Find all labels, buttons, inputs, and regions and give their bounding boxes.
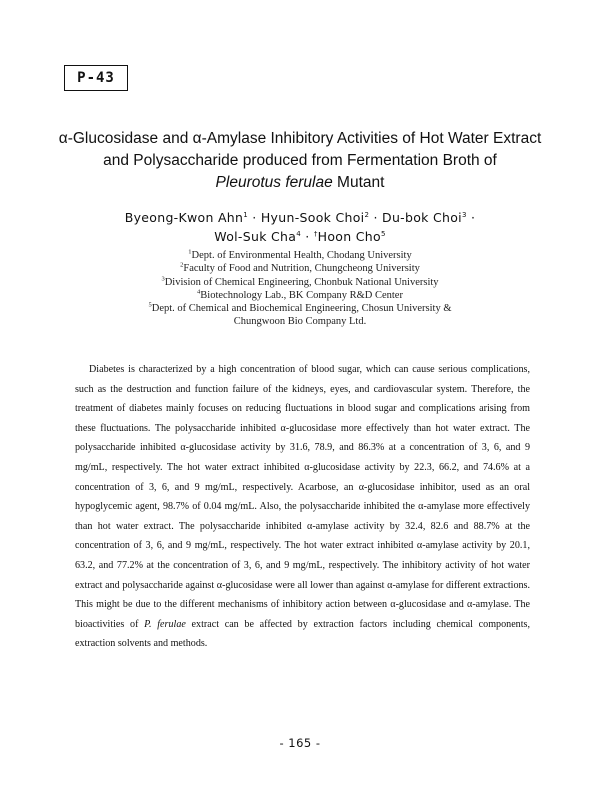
author-line-1 xyxy=(20,208,580,227)
affil-number: 5 xyxy=(148,301,152,309)
corresponding-author-mark: † xyxy=(313,229,318,238)
affil-text: Biotechnology Lab., BK Company R&D Center xyxy=(200,289,403,301)
affil-number: 3 xyxy=(161,275,165,283)
affil-text: Division of Chemical Engineering, Chonbuk National University xyxy=(164,276,439,288)
author-name: Byeong-Kwon Ahn xyxy=(124,210,244,225)
author-name: Hyun-Sook Choi xyxy=(260,210,365,225)
author-name: Du-bok Choi xyxy=(382,210,462,225)
title-line-2: and Polysaccharide produced from Fermentation Broth of xyxy=(103,152,497,169)
author-name: Hoon Cho xyxy=(317,229,381,244)
affil-text: Faculty of Food and Nutrition, Chungcheong University xyxy=(183,263,420,275)
affiliation xyxy=(20,249,580,262)
author-separator: · xyxy=(301,229,314,244)
author-name: Wol-Suk Cha xyxy=(214,229,297,244)
affiliation xyxy=(20,262,580,275)
author-affil-marker: 3 xyxy=(461,210,467,219)
title-line-3-rest: Mutant xyxy=(332,174,385,191)
author-affil-marker: 2 xyxy=(364,210,370,219)
poster-label: P-43 xyxy=(64,65,128,91)
abstract-paragraph xyxy=(75,360,530,654)
author-separator: · xyxy=(369,210,383,225)
affil-number: 1 xyxy=(188,248,192,256)
author-separator: · xyxy=(248,210,261,225)
affiliation xyxy=(20,315,580,328)
author-affil-marker: 4 xyxy=(296,229,301,238)
affil-number: 2 xyxy=(180,261,184,269)
affil-text: Dept. of Chemical and Biochemical Engineering, Chosun University & xyxy=(151,303,452,315)
paper-title xyxy=(20,128,580,194)
author-list xyxy=(20,208,580,246)
affiliation xyxy=(20,276,580,289)
author-affil-marker: 1 xyxy=(243,210,249,219)
species-name: Pleurotus ferulae xyxy=(215,174,333,191)
author-separator: · xyxy=(466,210,476,225)
abstract-text: Diabetes is characterized by a high concentration of blood sugar, which can cause serious complications, such as the destruction and function failure of the kidneys, eyes, and cardiovascular system. Therefore, the treatment of diabetes mainly focuses on reducing fluctuations in blood sugar and complications arising from these fluctuations. The polysaccharide inhibited α-glucosidase more effectively than hot water extract. The polysaccharide inhibited α-glucosidase activity by 31.6, 78.9, and 86.3% at a concentration of 3, 6, and 9 mg/mL, respectively. The hot water extract inhibited α-glucosidase activity by 22.3, 66.2, and 74.6% at a concentration of 3, 6, and 9 mg/mL, respectively. Acarbose, an α-glucosidase inhibitor, used as an oral hypoglycemic agent, 98.7% of 0.04 mg/mL. Also, the polysaccharide inhibited the α-amylase more effectively than hot water extract. The polysaccharide inhibited α-amylase activity by 32.4, 82.6 and 88.7% at the concentration of 3, 6, and 9 mg/mL, respectively. The hot water extract inhibited α-amylase activity by 20.1, 63.2, and 77.2% at the concentration of 3, 6, and 9 mg/mL, respectively. The inhibitory activity of hot water extract and polysaccharide against α-glucosidase were all lower than against α-amylase for different extractions. This might be due to the different mechanisms of inhibitory action between α-glucosidase and α-amylase. The bioactivities of xyxy=(75,364,530,630)
affil-text: Chungwoon Bio Company Ltd. xyxy=(233,316,367,328)
abstract-text-end: extract can be affected by extraction factors including chemical components, extraction solvents and methods. xyxy=(75,618,530,650)
affiliation xyxy=(20,302,580,315)
title-line-3 xyxy=(20,172,580,194)
page-number: - 165 - xyxy=(279,736,321,750)
title-line-1: α-Glucosidase and α-Amylase Inhibitory Activities of Hot Water Extract xyxy=(58,130,542,147)
affil-number: 4 xyxy=(197,288,201,296)
author-affil-marker: 5 xyxy=(380,229,386,238)
affiliation-list xyxy=(20,249,580,329)
affil-text: Dept. of Environmental Health, Chodang University xyxy=(191,250,412,261)
affiliation xyxy=(20,289,580,302)
species-abbrev: P. ferulae xyxy=(144,618,186,630)
author-line-2 xyxy=(20,227,580,246)
